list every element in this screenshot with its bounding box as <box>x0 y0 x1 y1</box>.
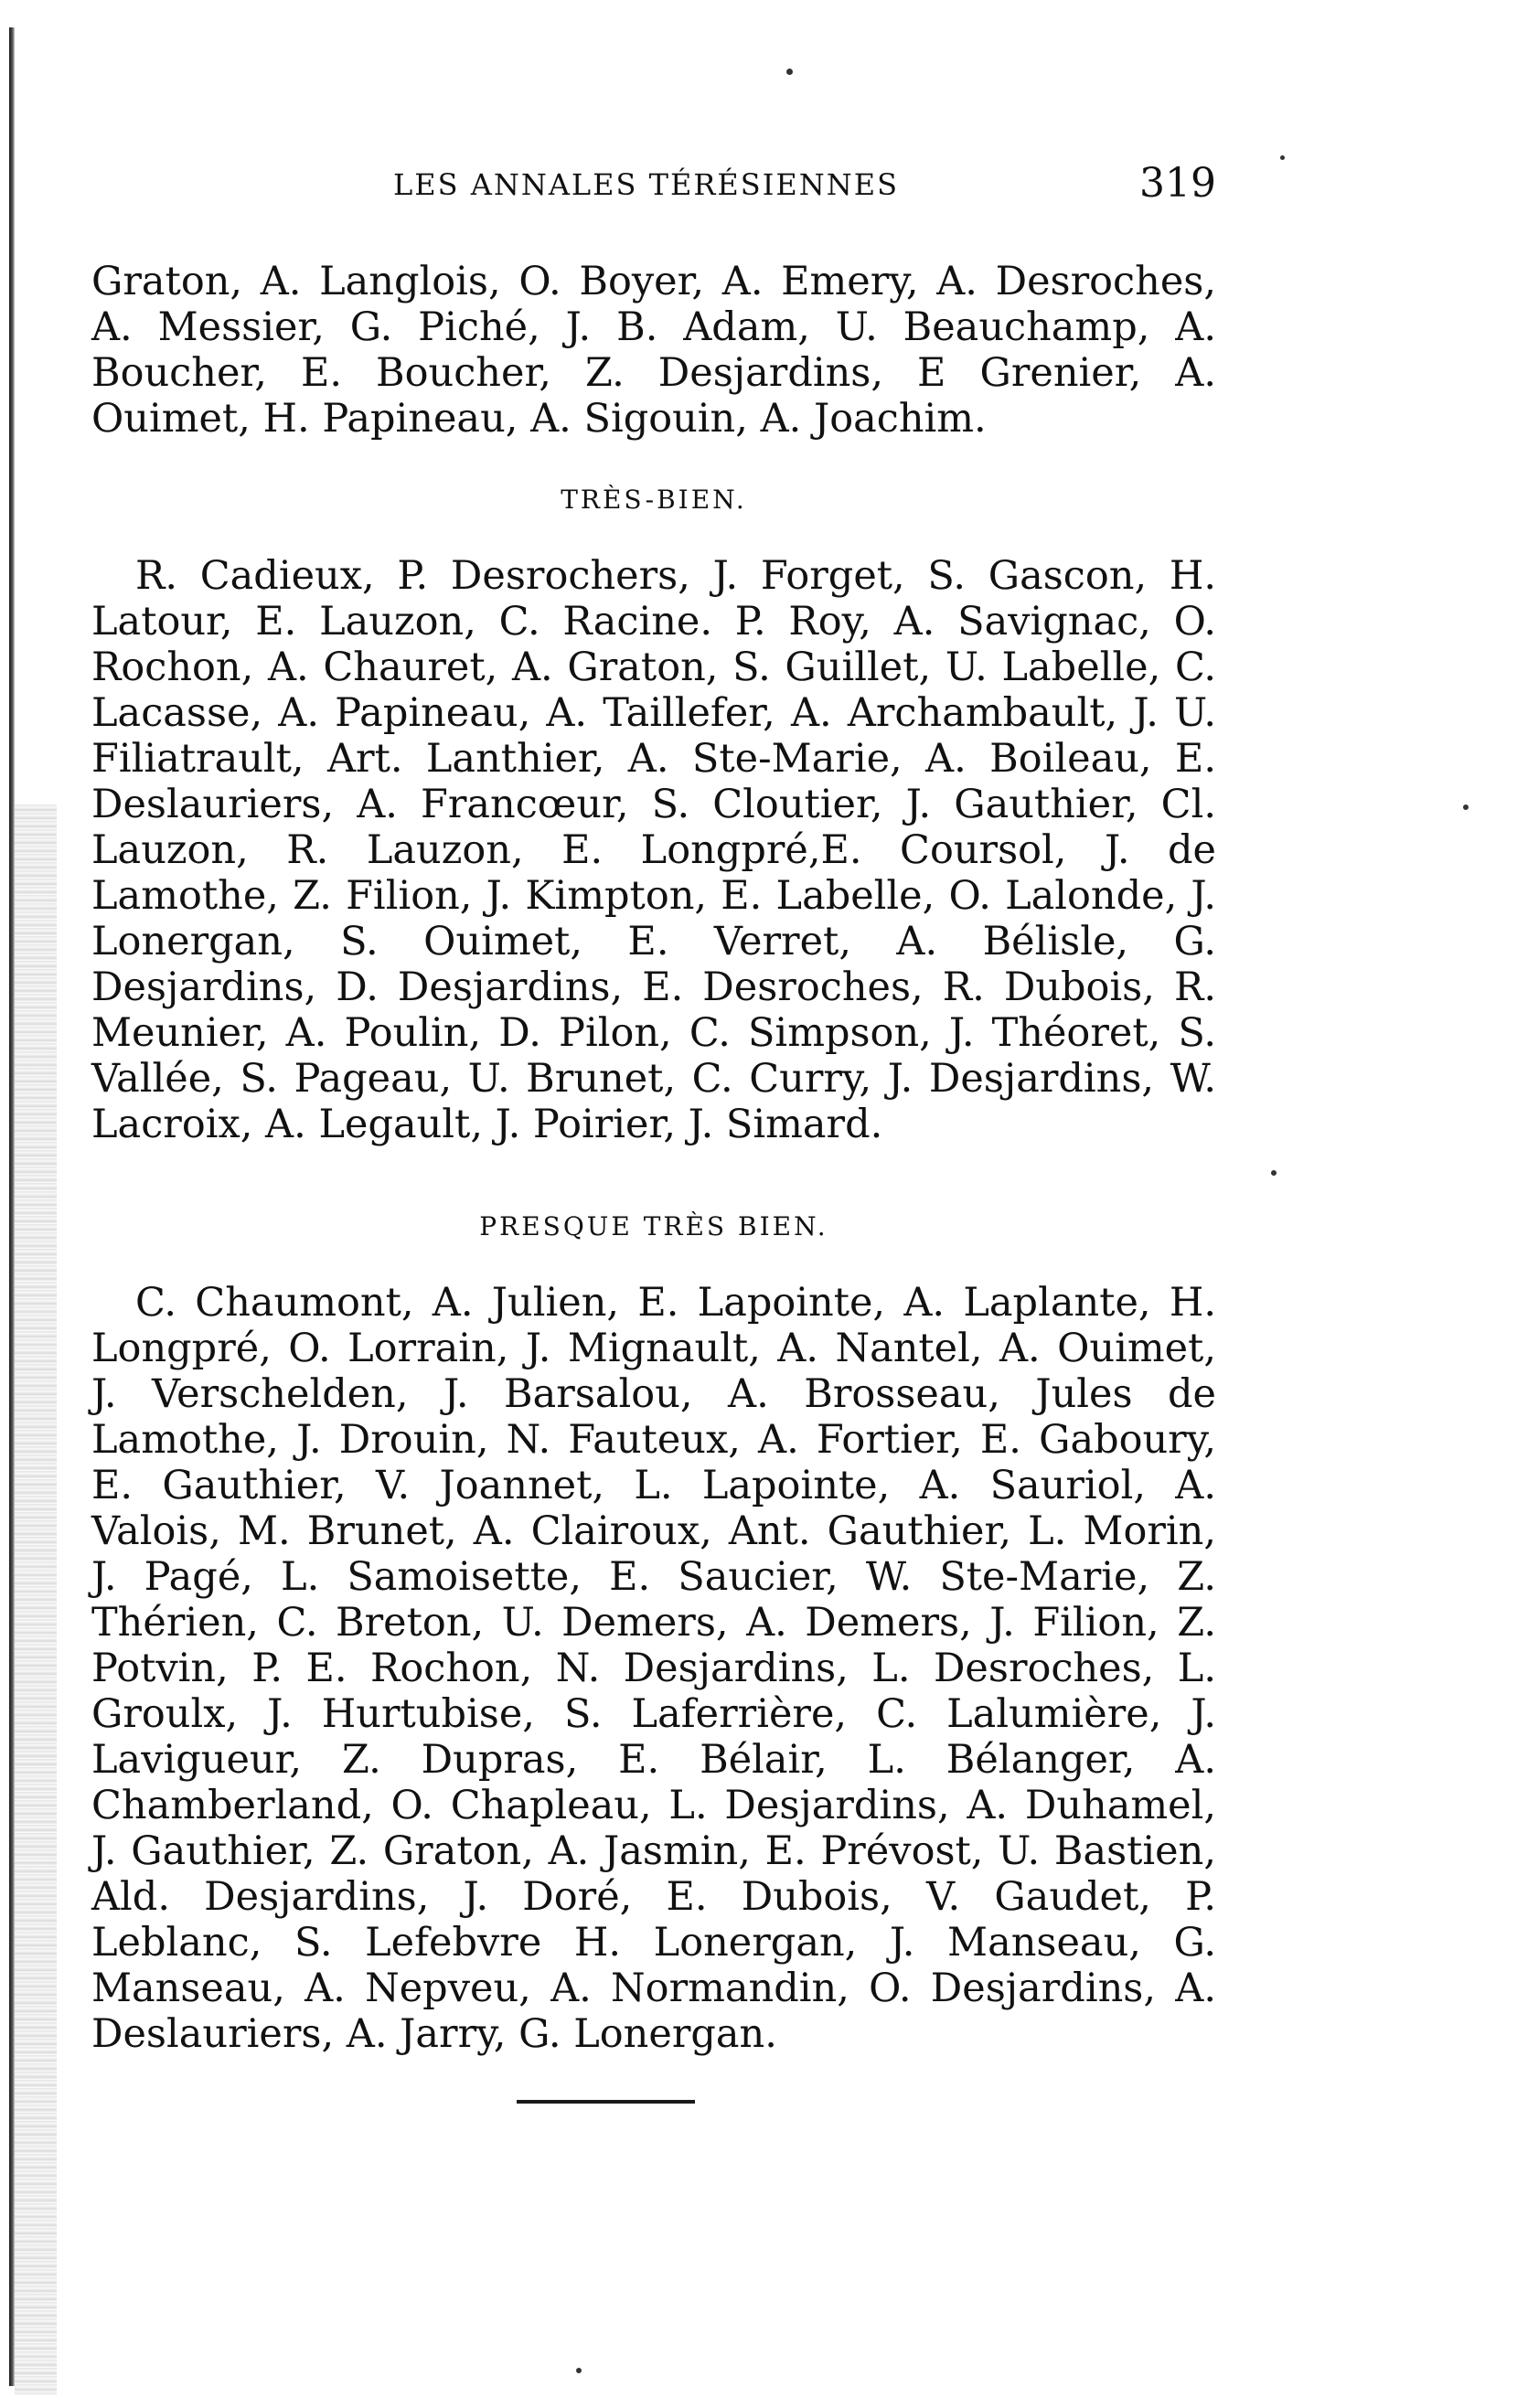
ink-speck <box>1463 804 1469 810</box>
section-heading-presque-tres-bien: PRESQUE TRÈS BIEN. <box>479 1211 828 1241</box>
ink-speck <box>1280 155 1285 160</box>
intro-paragraph: Graton, A. Langlois, O. Boyer, A. Emery, A. Desroches, A. Messier, G. Piché, J. B. Adam, U. Beauchamp, A. Boucher, E. Boucher, Z. Desjardins, E Grenier, A. Ouimet, H. Papineau, A. Sigouin, A. Joachim. <box>91 259 1216 442</box>
page-header <box>91 160 1216 215</box>
running-head: LES ANNALES TÉRÉSIENNES <box>393 167 899 202</box>
page-number: 319 <box>1139 160 1216 207</box>
section-text-presque-tres-bien: C. Chaumont, A. Julien, E. Lapointe, A. Laplante, H. Longpré, O. Lorrain, J. Mignault, A. Nantel, A. Ouimet, J. Verschelden, J. Barsalou, A. Brosseau, Jules de Lamothe, J. Drouin, N. Fauteux, A. Fortier, E. Gaboury, E. Gauthier, V. Joannet, L. Lapointe, A. Sauriol, A. Valois, M. Brunet, A. Clairoux, Ant. Gauthier, L. Morin, J. Pagé, L. Samoisette, E. Saucier, W. Ste-Marie, Z. Thérien, C. Breton, U. Demers, A. Demers, J. Filion, Z. Potvin, P. E. Rochon, N. Desjardins, L. Desroches, L. Groulx, J. Hurtubise, S. Laferrière, C. Lalumière, J. Lavigueur, Z. Dupras, E. Bélair, L. Bélanger, A. Chamberland, O. Chapleau, L. Desjardins, A. Duhamel, J. Gauthier, Z. Graton, A. Jasmin, E. Prévost, U. Bastien, Ald. Desjardins, J. Doré, E. Dubois, V. Gaudet, P. Leblanc, S. Lefebvre H. Lonergan, J. Manseau, G. Manseau, A. Nepveu, A. Normandin, O. Desjardins, A. Deslauriers, A. Jarry, G. Lonergan. <box>91 1280 1216 2057</box>
closing-rule <box>517 2100 695 2104</box>
section-text-tres-bien: R. Cadieux, P. Desrochers, J. Forget, S. Gascon, H. Latour, E. Lauzon, C. Racine. P. Roy, A. Savignac, O. Rochon, A. Chauret, A. Graton, S. Guillet, U. Labelle, C. Lacasse, A. Papineau, A. Taillefer, A. Archambault, J. U. Filiatrault, Art. Lanthier, A. Ste-Marie, A. Boileau, E. Deslauriers, A. Francœur, S. Cloutier, J. Gauthier, Cl. Lauzon, R. Lauzon, E. Longpré,E. Coursol, J. de Lamothe, Z. Filion, J. Kimpton, E. Labelle, O. Lalonde, J. Lonergan, S. Ouimet, E. Verret, A. Bélisle, G. Desjardins, D. Desjardins, E. Desroches, R. Dubois, R. Meunier, A. Poulin, D. Pilon, C. Simpson, J. Théoret, S. Vallée, S. Pageau, U. Brunet, C. Curry, J. Desjardins, W. Lacroix, A. Legault, J. Poirier, J. Simard. <box>91 553 1216 1147</box>
section-heading-tres-bien: TRÈS-BIEN. <box>561 485 747 515</box>
ink-speck <box>786 69 793 75</box>
page-binding-shadow <box>15 804 57 2395</box>
ink-speck <box>1271 1170 1277 1176</box>
ink-speck <box>576 2368 582 2373</box>
